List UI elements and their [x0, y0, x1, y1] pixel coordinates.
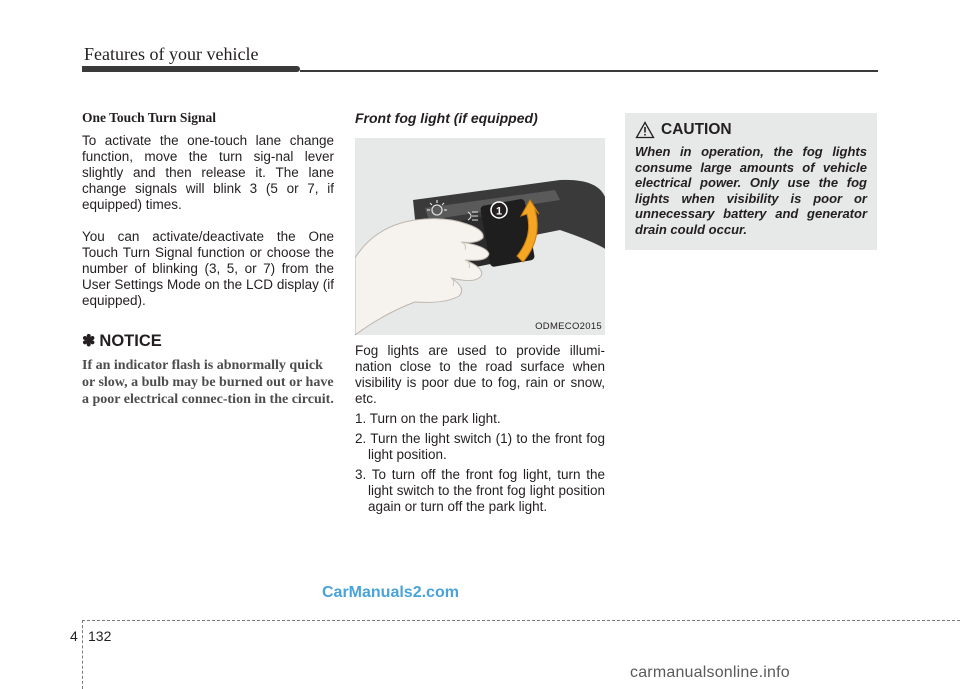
- page-header-title: Features of your vehicle: [84, 44, 259, 64]
- caution-box: [625, 113, 877, 250]
- caution-heading: [635, 121, 867, 139]
- chapter-number: 4: [70, 628, 78, 644]
- middle-column: [355, 110, 605, 519]
- left-column: [82, 110, 334, 408]
- fog-light-heading: Front fog light (if equipped): [355, 110, 538, 126]
- watermark-link[interactable]: CarManuals2.com: [322, 584, 459, 601]
- warning-triangle-icon: [635, 121, 655, 139]
- right-column: [625, 110, 877, 250]
- user-settings-paragraph: You can activate/deactivate the One Touch Turn Signal function or choose the number of blinking (3, 5, or 7) from the User Settings Mode on the LCD display (if equipped).: [82, 229, 334, 308]
- figure-code: ODMECO2015: [535, 321, 602, 332]
- one-touch-heading: One Touch Turn Signal: [82, 110, 216, 125]
- notice-star-icon: ✽: [82, 333, 96, 350]
- page-number: 132: [88, 628, 112, 644]
- notice-body: If an indicator flash is abnormally quick or slow, a bulb may be burned out or have a poor electrical connec-tion in the circuit.: [82, 358, 334, 407]
- notice-heading: [82, 331, 334, 351]
- turn-signal-lever-illustration: [355, 138, 605, 335]
- notice-title-text: NOTICE: [99, 331, 162, 350]
- fog-light-figure: [355, 138, 605, 335]
- header-accent-bar: [82, 66, 300, 72]
- fog-light-paragraph: Fog lights are used to provide illumi-nation close to the road surface when visibility is poor due to fog, rain or snow, etc.: [355, 343, 605, 406]
- one-touch-paragraph: To activate the one-touch lane change function, move the turn sig-nal lever slightly and then release it. The lane change signals will blink 3 (5 or 7, if equipped) times.: [82, 133, 334, 212]
- step-item: 1. Turn on the park light.: [355, 411, 501, 426]
- header-rule: [300, 70, 878, 72]
- caution-body: When in operation, the fog lights consume large amounts of vehicle electrical power. Only use the fog lights when visibility is poor or unnecessary battery and generator drain could occur.: [635, 144, 867, 237]
- footer-vertical-rule: [82, 620, 83, 689]
- hand-illustration: [355, 219, 489, 335]
- bottom-watermark[interactable]: carmanualsonline.info: [630, 664, 790, 681]
- fog-light-steps: [355, 411, 605, 515]
- step-item: 2. Turn the light switch (1) to the front fog light position.: [355, 431, 605, 462]
- caution-title: CAUTION: [661, 121, 732, 138]
- footer-rule: [82, 620, 960, 621]
- step-item: 3. To turn off the front fog light, turn the light switch to the front fog light position again or turn off the park light.: [355, 467, 605, 514]
- callout-number: 1: [495, 205, 503, 218]
